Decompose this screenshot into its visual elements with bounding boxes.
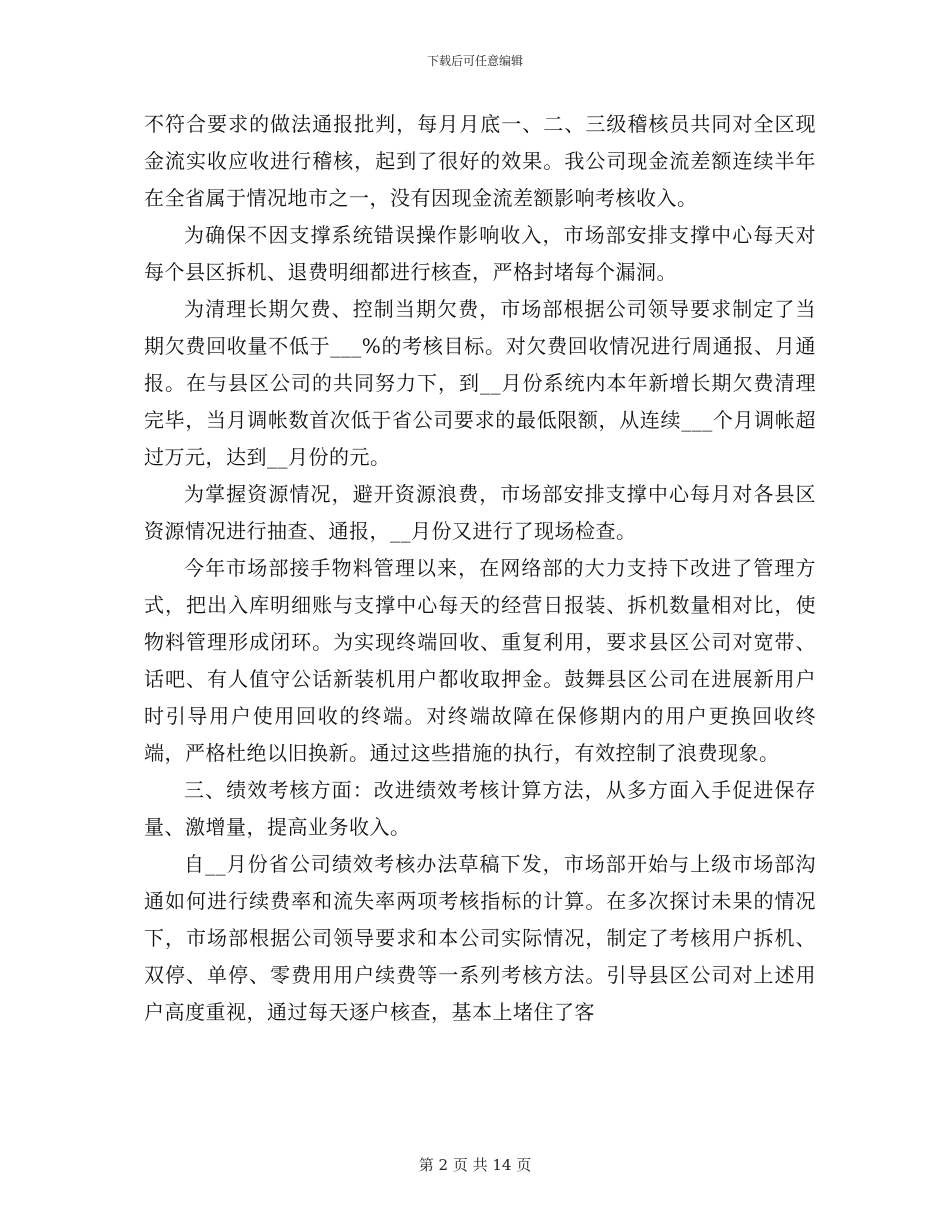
paragraph-2: 为确保不因支撑系统错误操作影响收入，市场部安排支撑中心每天对每个县区拆机、退费明细都进行核查，严格封堵每个漏洞。 (144, 223, 816, 284)
paragraph-4: 为掌握资源情况，避开资源浪费，市场部安排支撑中心每月对各县区资源情况进行抽查、通报，__月份又进行了现场检查。 (144, 482, 816, 543)
section-heading-paragraph: 三、绩效考核方面：改进绩效考核计算方法，从多方面入手促进保存量、激增量，提高业务收入。 (144, 778, 816, 839)
paragraph-5: 今年市场部接手物料管理以来，在网络部的大力支持下改进了管理方式，把出入库明细账与支撑中心每天的经营日报装、拆机数量相对比，使物料管理形成闭环。为实现终端回收、重复利用，要求县区公司对宽带、话吧、有人值守公话新装机用户都收取押金。鼓舞县区公司在进展新用户时引导用户使用回收的终端。对终端故障在保修期内的用户更换回收终端，严格杜绝以旧换新。通过这些措施的执行，有效控制了浪费现象。 (144, 556, 816, 765)
paragraph-7: 自__月份省公司绩效考核办法草稿下发，市场部开始与上级市场部沟通如何进行续费率和流失率两项考核指标的计算。在多次探讨未果的情况下，市场部根据公司领导要求和本公司实际情况，制定了考核用户拆机、双停、单停、零费用用户续费等一系列考核方法。引导县区公司对上述用户高度重视，通过每天逐户核查，基本上堵住了客 (144, 852, 816, 1024)
page-header: 下载后可任意编辑 (426, 54, 523, 68)
paragraph-3: 为清理长期欠费、控制当期欠费，市场部根据公司领导要求制定了当期欠费回收量不低于___%的考核目标。对欠费回收情况进行周通报、月通报。在与县区公司的共同努力下，到__月份系统内本年新增长期欠费清理完毕，当月调帐数首次低于省公司要求的最低限额，从连续___个月调帐超过万元，达到__月份的元。 (144, 297, 816, 469)
page-number-footer: 第 2 页 共 14 页 (418, 1156, 532, 1174)
document-body (144, 106, 816, 1031)
paragraph-1: 不符合要求的做法通报批判，每月月底一、二、三级稽核员共同对全区现金流实收应收进行稽核，起到了很好的效果。我公司现金流差额连续半年在全省属于情况地市之一，没有因现金流差额影响考核收入。 (144, 112, 816, 210)
